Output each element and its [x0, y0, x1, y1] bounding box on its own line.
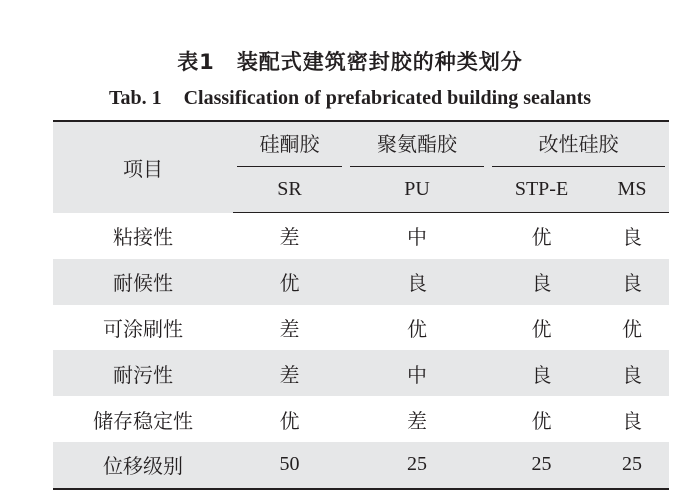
- table-cell: 良: [488, 259, 595, 305]
- row-label: 耐污性: [53, 350, 233, 396]
- table-cell: 25: [595, 442, 669, 489]
- row-label: 粘接性: [53, 213, 233, 259]
- table-row: [53, 213, 669, 259]
- group-header-polyurethane: [346, 121, 488, 167]
- table-row: [53, 350, 669, 396]
- table-cell: 25: [488, 442, 595, 489]
- table-cell: 差: [233, 305, 346, 351]
- table-cell: 优: [233, 259, 346, 305]
- group-header-modified-silicone: [488, 121, 669, 167]
- row-label: 储存稳定性: [53, 396, 233, 442]
- caption-chinese-number: 表1: [177, 50, 215, 74]
- table-cell: 良: [346, 259, 488, 305]
- table-row: [53, 305, 669, 351]
- table-cell: 差: [233, 350, 346, 396]
- table-cell: 良: [595, 213, 669, 259]
- table-cell: 25: [346, 442, 488, 489]
- group-label-silicone: 硅酮胶: [237, 122, 342, 167]
- table-cell: 差: [233, 213, 346, 259]
- table-cell: 良: [595, 350, 669, 396]
- table-cell: 良: [595, 396, 669, 442]
- table-row: [53, 259, 669, 305]
- caption-chinese-title: 装配式建筑密封胶的种类划分: [236, 50, 523, 74]
- table-body: [53, 213, 669, 489]
- table-cell: 优: [595, 305, 669, 351]
- header-row-groups: [53, 121, 669, 167]
- row-label: 耐候性: [53, 259, 233, 305]
- sealant-classification-table: [53, 120, 669, 490]
- table-cell: 优: [488, 396, 595, 442]
- caption-english-title: Classification of prefabricated building sealants: [183, 87, 592, 109]
- table-cell: 中: [346, 350, 488, 396]
- table-row: [53, 442, 669, 489]
- caption-english-number: Tab. 1: [108, 87, 162, 109]
- table-cell: 良: [595, 259, 669, 305]
- column-header-stp-e: STP-E: [488, 167, 595, 213]
- table-header: [53, 121, 669, 213]
- column-header-ms: MS: [595, 167, 669, 213]
- table-cell: 优: [488, 213, 595, 259]
- caption-english: [0, 86, 700, 110]
- table-cell: 良: [488, 350, 595, 396]
- row-label: 位移级别: [53, 442, 233, 489]
- table-cell: 优: [488, 305, 595, 351]
- table-cell: 优: [233, 396, 346, 442]
- table-row: [53, 396, 669, 442]
- group-label-polyurethane: 聚氨酯胶: [350, 122, 484, 167]
- table-cell: 优: [346, 305, 488, 351]
- group-label-modified-silicone: 改性硅胶: [492, 122, 665, 167]
- group-header-silicone: [233, 121, 346, 167]
- column-header-sr: SR: [233, 167, 346, 213]
- item-header: 项目: [123, 156, 163, 181]
- table-cell: 50: [233, 442, 346, 489]
- caption-chinese: [0, 48, 700, 76]
- table-cell: 中: [346, 213, 488, 259]
- table-cell: 差: [346, 396, 488, 442]
- column-header-pu: PU: [346, 167, 488, 213]
- row-label: 可涂刷性: [53, 305, 233, 351]
